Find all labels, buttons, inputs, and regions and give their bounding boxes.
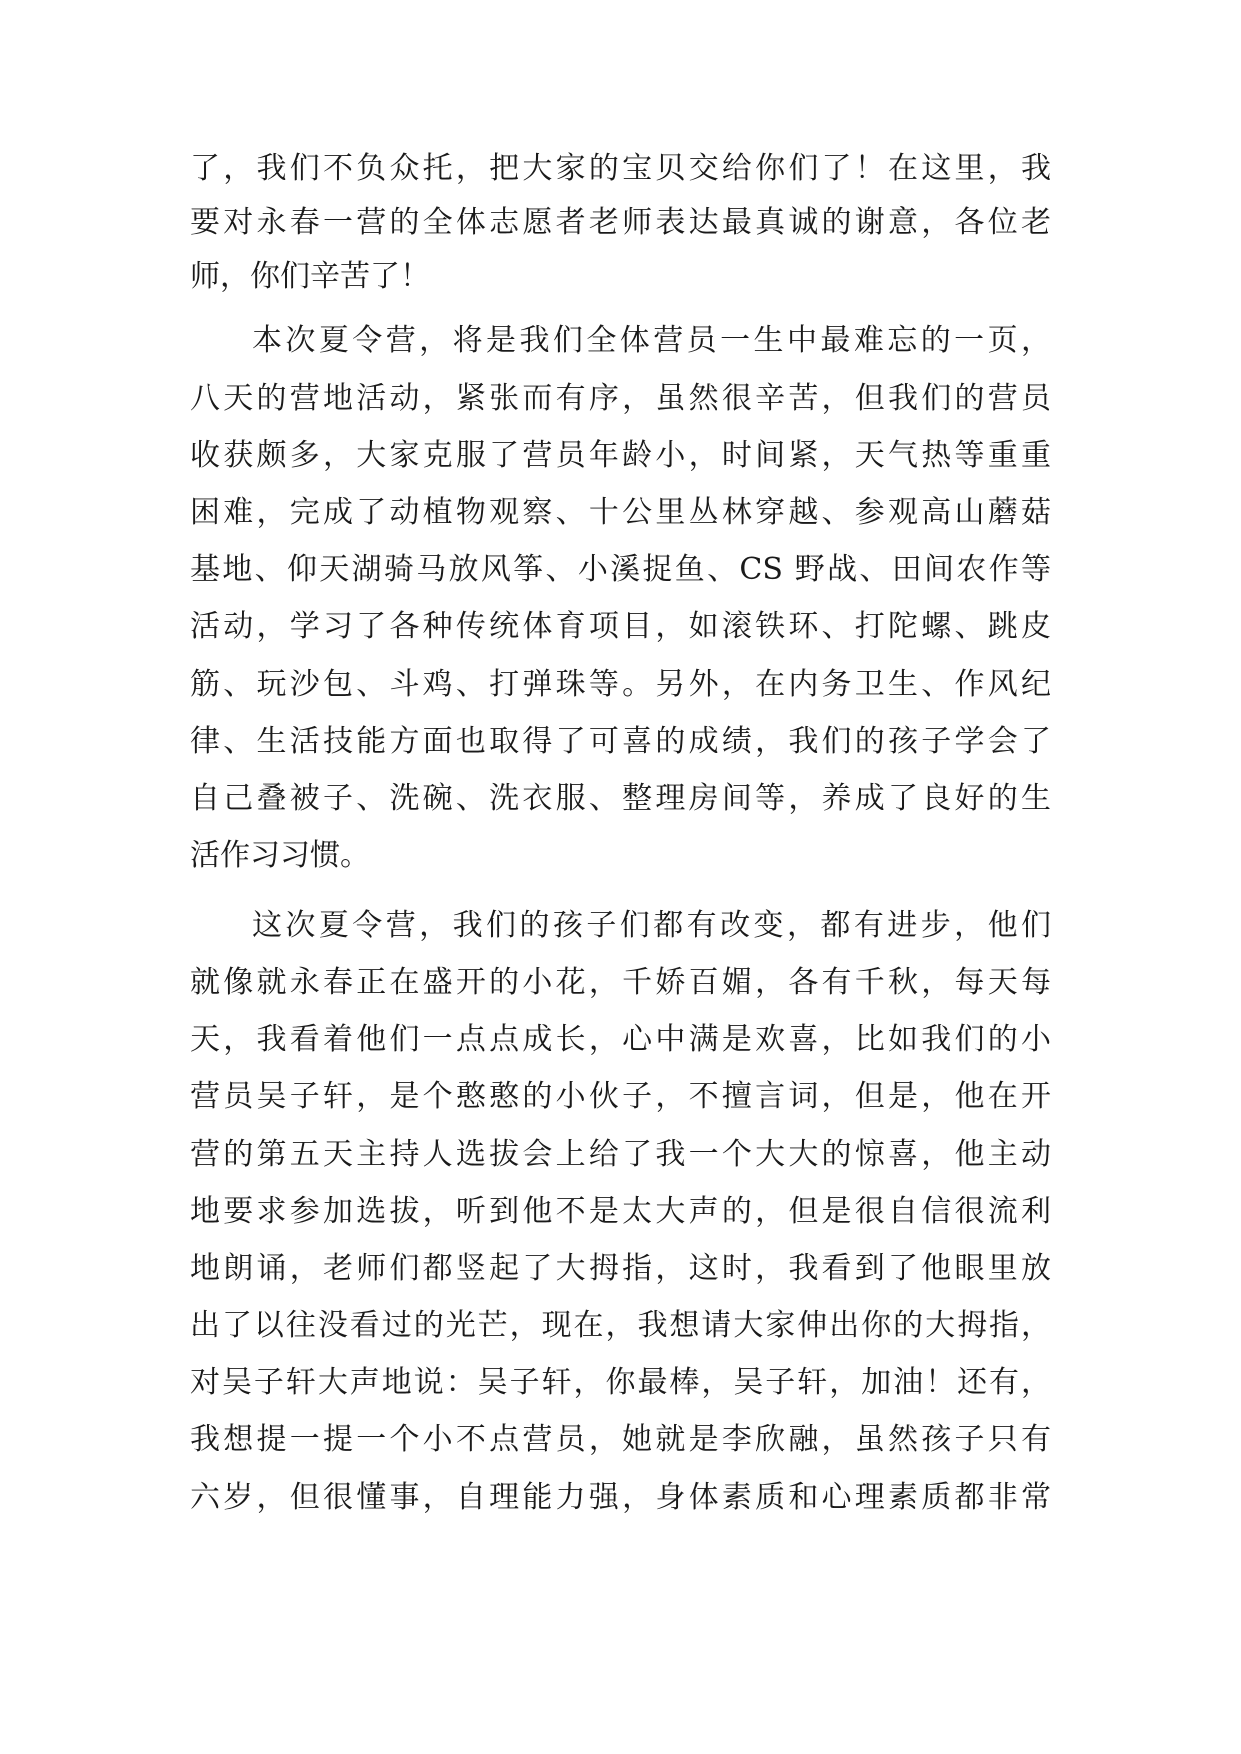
text-line: 基地、仰天湖骑马放风筝、小溪捉鱼、CS 野战、田间农作等 (190, 552, 1051, 587)
text-line: 地要求参加选拔，听到他不是太大声的，但是很自信很流利 (190, 1194, 1051, 1229)
paragraph-first-line: 本次夏令营，将是我们全体营员一生中最难忘的一页， (252, 323, 1051, 358)
text-line: 要对永春一营的全体志愿者老师表达最真诚的谢意，各位老 (190, 205, 1051, 240)
text-line: 出了以往没看过的光芒，现在，我想请大家伸出你的大拇指， (190, 1308, 1051, 1343)
text-line: 地朗诵，老师们都竖起了大拇指，这时，我看到了他眼里放 (190, 1251, 1051, 1286)
text-line: 六岁，但很懂事，自理能力强，身体素质和心理素质都非常 (190, 1480, 1051, 1515)
text-line: 营的第五天主持人选拔会上给了我一个大大的惊喜，他主动 (190, 1137, 1051, 1172)
text-line: 对吴子轩大声地说：吴子轩，你最棒，吴子轩，加油！还有， (190, 1365, 1051, 1400)
text-line: 律、生活技能方面也取得了可喜的成绩，我们的孩子学会了 (190, 724, 1051, 759)
text-line: 了，我们不负众托，把大家的宝贝交给你们了！在这里，我 (190, 151, 1051, 186)
text-line: 我想提一提一个小不点营员，她就是李欣融，虽然孩子只有 (190, 1422, 1051, 1457)
text-line: 营员吴子轩，是个憨憨的小伙子，不擅言词，但是，他在开 (190, 1079, 1051, 1114)
text-line: 筋、玩沙包、斗鸡、打弹珠等。另外，在内务卫生、作风纪 (190, 667, 1051, 702)
text-line: 自己叠被子、洗碗、洗衣服、整理房间等，养成了良好的生 (190, 781, 1051, 816)
text-line: 活动，学习了各种传统体育项目，如滚铁环、打陀螺、跳皮 (190, 609, 1051, 644)
text-line: 就像就永春正在盛开的小花，千娇百媚，各有千秋，每天每 (190, 965, 1051, 1000)
paragraph-first-line: 这次夏令营，我们的孩子们都有改变，都有进步，他们 (252, 908, 1051, 943)
text-line: 天，我看着他们一点点成长，心中满是欢喜，比如我们的小 (190, 1022, 1051, 1057)
text-line: 八天的营地活动，紧张而有序，虽然很辛苦，但我们的营员 (190, 381, 1051, 416)
text-line: 困难，完成了动植物观察、十公里丛林穿越、参观高山蘑菇 (190, 495, 1051, 530)
text-line: 收获颇多，大家克服了营员年龄小，时间紧，天气热等重重 (190, 438, 1051, 473)
text-line: 活作习习惯。 (190, 838, 370, 873)
text-line: 师，你们辛苦了！ (190, 259, 430, 294)
